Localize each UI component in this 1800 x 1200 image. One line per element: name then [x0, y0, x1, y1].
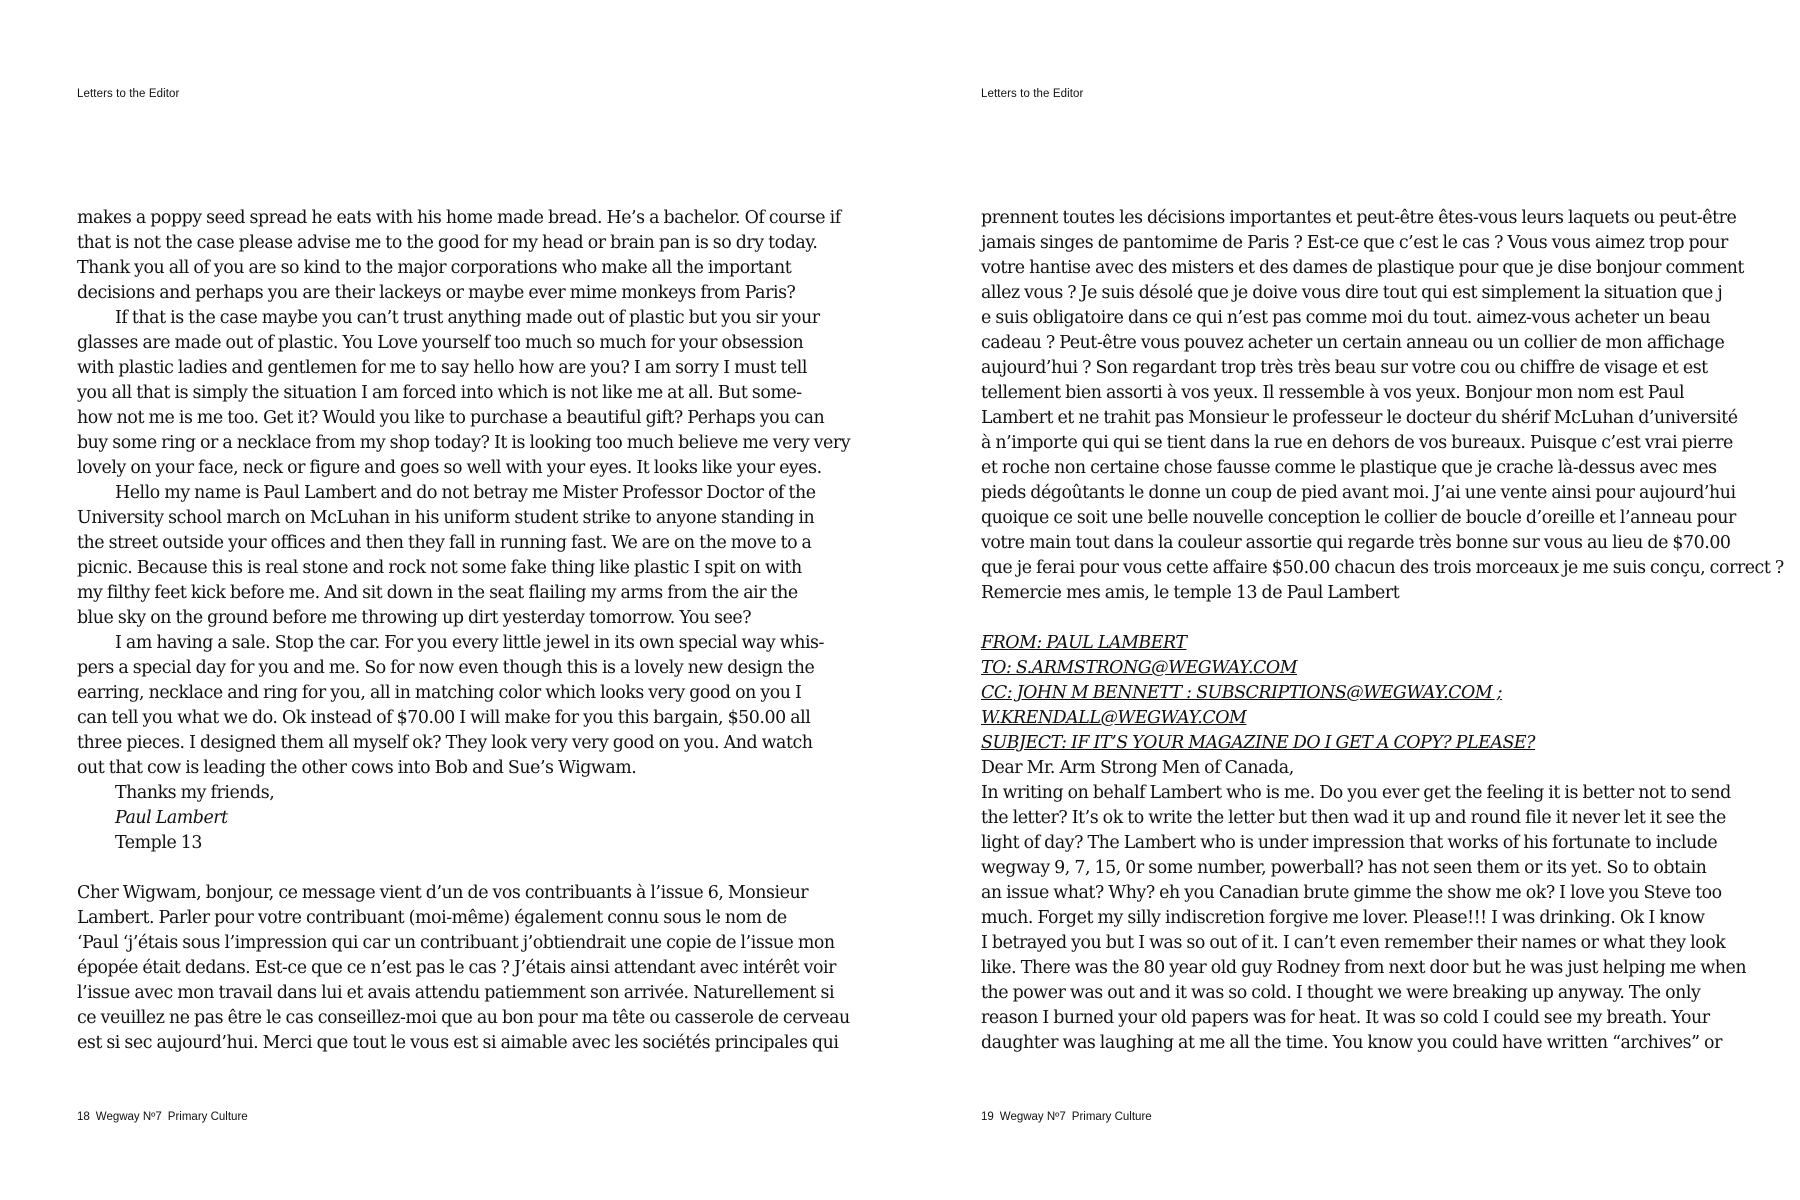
text-line: lovely on your face, neck or figure and goes so well with your eyes. It looks like your eyes. [77, 458, 822, 478]
text-line: l’issue avec mon travail dans lui et avais attendu patiemment son arrivée. Naturellement si [77, 983, 835, 1003]
signoff-line: Temple 13 [115, 833, 203, 853]
running-head: Letters to the Editor [981, 88, 1084, 100]
text-line: the letter? It’s ok to write the letter but then wad it up and round file it never let it see the [981, 808, 1726, 828]
text-line: Cher Wigwam, bonjour, ce message vient d’un de vos contribuants à l’issue 6, Monsieur [77, 883, 809, 903]
publication-name: Wegway Nº7 [999, 1111, 1066, 1123]
text-line: tellement bien assorti à vos yeux. Il ressemble à vos yeux. Bonjour mon nom est Paul [981, 383, 1685, 403]
text-line: the street outside your offices and then they fall in running fast. We are on the move to a [77, 533, 812, 553]
text-line: buy some ring or a necklace from my shop today? It is looking too much believe me very very [77, 433, 851, 453]
text-line: blue sky on the ground before me throwing up dirt yesterday tomorrow. You see? [77, 608, 752, 628]
text-line: pers a special day for you and me. So for now even though this is a lovely new design the [77, 658, 815, 678]
paragraph-gap [981, 606, 1784, 631]
text-line: decisions and perhaps you are their lackeys or maybe ever mime monkeys from Paris? [77, 283, 796, 303]
text-line: picnic. Because this is real stone and rock not some fake thing like plastic I spit on with [77, 558, 802, 578]
text-line: that is not the case please advise me to the good for my head or brain pan is so dry today. [77, 233, 818, 253]
email-header [981, 631, 1784, 756]
text-line: with plastic ladies and gentlemen for me to say hello how are you? I am sorry I must tell [77, 358, 808, 378]
paragraph [77, 206, 850, 306]
running-head: Letters to the Editor [77, 88, 180, 100]
text-line: my filthy feet kick before me. And sit down in the seat flailing my arms from the air the [77, 583, 798, 603]
paragraph-gap [77, 856, 850, 881]
text-line: Lambert. Parler pour votre contribuant (moi-même) également connu sous le nom de [77, 908, 787, 928]
text-line: the power was out and it was so cold. I thought we were breaking up anyway. The only [981, 983, 1701, 1003]
body-text [77, 206, 850, 1056]
publication-name: Wegway Nº7 [95, 1111, 162, 1123]
body-text [981, 206, 1784, 1056]
text-line: much. Forget my silly indiscretion forgive me lover. Please!!! I was drinking. Ok I know [981, 908, 1705, 928]
text-line: light of day? The Lambert who is under impression that works of his fortunate to include [981, 833, 1718, 853]
text-line: allez vous ? Je suis désolé que je doive vous dire tout qui est simplement la situation que j [981, 283, 1723, 303]
paragraph [77, 631, 850, 781]
text-line: I am having a sale. Stop the car. For you every little jewel in its own special way whis- [115, 633, 824, 653]
text-line: can tell you what we do. Ok instead of $70.00 I will make for you this bargain, $50.00 all [77, 708, 811, 728]
text-line: ‘Paul ‘j’étais sous l’impression qui car un contribuant j’obtiendrait une copie de l’issue mon [77, 933, 835, 953]
folio [981, 1111, 1158, 1123]
text-line: you all that is simply the situation I am forced into which is not like me at all. But some- [77, 383, 802, 403]
text-line: votre main tout dans la couleur assortie qui regarde très bonne sur vous au lieu de $70.00 [981, 533, 1731, 553]
text-line: daughter was laughing at me all the time. You know you could have written “archives” or [981, 1033, 1722, 1053]
text-line: jamais singes de pantomime de Paris ? Est-ce que c’est le cas ? Vous vous aimez trop pour [981, 233, 1728, 253]
email-body [981, 781, 1784, 1056]
text-line: I betrayed you but I was so out of it. I can’t even remember their names or what they look [981, 933, 1726, 953]
french-paragraph [77, 881, 850, 1056]
text-line: an issue what? Why? eh you Canadian brute gimme the show me ok? I love you Steve too [981, 883, 1722, 903]
text-line: three pieces. I designed them all myself ok? They look very very good on you. And watch [77, 733, 813, 753]
text-line: In writing on behalf Lambert who is me. Do you ever get the feeling it is better not to send [981, 783, 1731, 803]
text-line: If that is the case maybe you can’t trust anything made out of plastic but you sir your [115, 308, 820, 328]
text-line: prennent toutes les décisions importantes et peut-être êtes-vous leurs laquets ou peut-être [981, 208, 1737, 228]
text-line: reason I burned your old papers was for heat. It was so cold I could see my breath. Your [981, 1008, 1710, 1028]
text-line: University school march on McLuhan in his uniform student strike to anyone standing in [77, 508, 815, 528]
email-cc: CC: JOHN M BENNETT : SUBSCRIPTIONS@WEGWAY.COM ; [981, 683, 1503, 703]
text-line: Remercie mes amis, le temple 13 de Paul Lambert [981, 583, 1400, 603]
text-line: like. There was the 80 year old guy Rodney from next door but he was just helping me when [981, 958, 1747, 978]
text-line: Thank you all of you are so kind to the major corporations who make all the important [77, 258, 792, 278]
text-line: épopée était dedans. Est-ce que ce n’est pas le cas ? J’étais ainsi attendant avec intérêt voir [77, 958, 837, 978]
section-name: Primary Culture [1071, 1111, 1152, 1123]
right-page [900, 0, 1800, 1200]
email-to: TO: S.ARMSTRONG@WEGWAY.COM [981, 658, 1298, 678]
text-line: e suis obligatoire dans ce qui n’est pas comme moi du tout. aimez-vous acheter un beau [981, 308, 1711, 328]
page-number: 18 [77, 1111, 90, 1123]
email-subject: SUBJECT: IF IT’S YOUR MAGAZINE DO I GET A COPY? PLEASE? [981, 733, 1536, 753]
text-line: que je ferai pour vous cette affaire $50.00 chacun des trois morceaux je me suis conçu, correct ? [981, 558, 1784, 578]
paragraph [77, 481, 850, 631]
signature-name: Paul Lambert [115, 808, 228, 828]
signoff [77, 781, 850, 856]
text-line: glasses are made out of plastic. You Love yourself too much so much for your obsession [77, 333, 804, 353]
text-line: à n’importe qui qui se tient dans la rue en dehors de vos bureaux. Puisque c’est vrai pierre [981, 433, 1733, 453]
paragraph [77, 306, 850, 481]
email-from: FROM: PAUL LAMBERT [981, 633, 1187, 653]
text-line: Lambert et ne trahit pas Monsieur le professeur le docteur du shérif McLuhan d’université [981, 408, 1738, 428]
text-line: wegway 9, 7, 15, 0r some number, powerball? has not seen them or its yet. So to obtain [981, 858, 1707, 878]
text-line: earring, necklace and ring for you, all in matching color which looks very good on you I [77, 683, 802, 703]
text-line: pieds dégoûtants le donne un coup de pied avant moi. J’ai une vente ainsi pour aujourd’hui [981, 483, 1736, 503]
text-line: quoique ce soit une belle nouvelle conception le collier de boucle d’oreille et l’anneau pour [981, 508, 1736, 528]
text-line: et roche non certaine chose fausse comme le plastique que je crache là-dessus avec mes [981, 458, 1717, 478]
text-line: aujourd’hui ? Son regardant trop très très beau sur votre cou ou chiffre de visage et est [981, 358, 1708, 378]
french-paragraph [981, 206, 1784, 606]
salutation: Dear Mr. Arm Strong Men of Canada, [981, 758, 1294, 778]
text-line: how not me is me too. Get it? Would you like to purchase a beautiful gift? Perhaps you can [77, 408, 825, 428]
text-line: Hello my name is Paul Lambert and do not betray me Mister Professor Doctor of the [115, 483, 816, 503]
text-line: est si sec aujourd’hui. Merci que tout le vous est si aimable avec les sociétés principales qui [77, 1033, 839, 1053]
text-line: out that cow is leading the other cows into Bob and Sue’s Wigwam. [77, 758, 637, 778]
signoff-line: Thanks my friends, [115, 783, 275, 803]
text-line: makes a poppy seed spread he eats with his home made bread. He’s a bachelor. Of course if [77, 208, 841, 228]
text-line: cadeau ? Peut-être vous pouvez acheter un certain anneau ou un collier de mon affichage [981, 333, 1725, 353]
page-number: 19 [981, 1111, 994, 1123]
section-name: Primary Culture [167, 1111, 248, 1123]
text-line: votre hantise avec des misters et des dames de plastique pour que je dise bonjour comment [981, 258, 1744, 278]
text-line: ce veuillez ne pas être le cas conseillez-moi que au bon pour ma tête ou casserole de cerveau [77, 1008, 850, 1028]
email-cc-continued: W.KRENDALL@WEGWAY.COM [981, 708, 1247, 728]
folio [77, 1111, 254, 1123]
